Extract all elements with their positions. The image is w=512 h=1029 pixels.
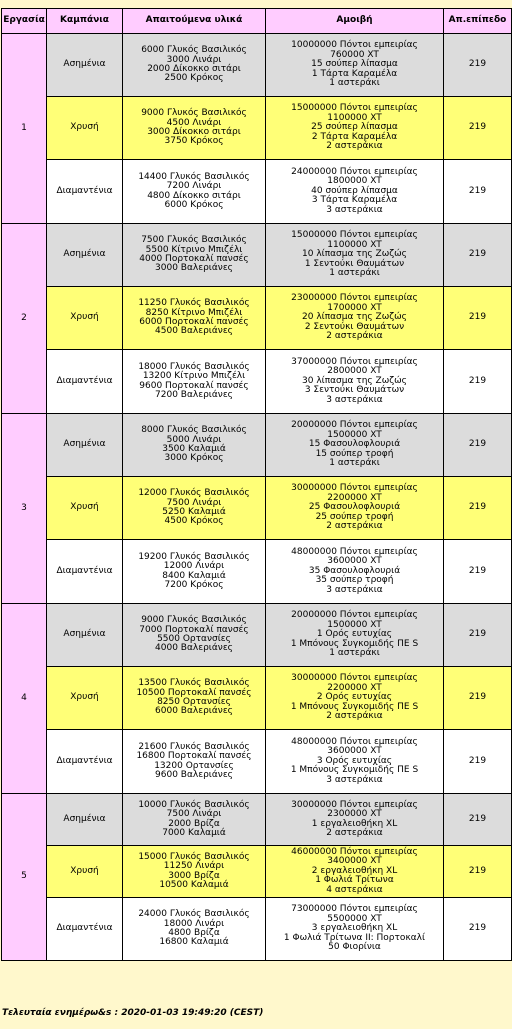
reward-cell xyxy=(266,794,444,846)
reward-line: 2 εργαλειοθήκη XL xyxy=(311,865,398,876)
material-line: 3500 Καλαμιά xyxy=(162,444,226,454)
level-cell: 219 xyxy=(444,604,512,667)
material-line: 18000 Λινάρι xyxy=(163,918,225,929)
reward-line: 3 αστεράκια xyxy=(326,584,383,595)
reward-line: 1100000 XT xyxy=(327,112,382,123)
material-line: 6000 Γλυκός Βασιλικός xyxy=(141,45,247,56)
material-line: 10000 Γλυκός Βασιλικός xyxy=(138,799,250,810)
material-line: 13500 Γλυκός Βασιλικός xyxy=(138,678,250,689)
material-line: 8250 Ορτανσίες xyxy=(157,697,231,707)
material-line: 9600 Πορτοκαλί πανσές xyxy=(139,380,249,391)
campaign-cell: Διαμαντένια xyxy=(47,160,123,224)
materials-cell xyxy=(123,667,266,730)
tasks-table xyxy=(1,8,512,961)
table-row xyxy=(2,350,512,414)
material-line: 6000 Βαλεριάνες xyxy=(155,706,233,717)
header-task: Εργασία xyxy=(2,9,47,34)
level-cell: 219 xyxy=(444,224,512,287)
material-line: 2500 Κρόκος xyxy=(164,73,224,84)
campaign-cell: Διαμαντένια xyxy=(47,350,123,414)
material-line: 7200 Κρόκος xyxy=(164,579,224,590)
task-number-cell: 4 xyxy=(2,604,47,794)
materials-cell xyxy=(123,604,266,667)
reward-line: 1 αστεράκι xyxy=(329,268,380,279)
reward-line: 2 Σεντούκι Θαυμάτων xyxy=(304,321,405,332)
material-line: 4800 Βρίζα xyxy=(168,928,220,938)
level-cell: 219 xyxy=(444,730,512,794)
material-line: 9600 Βαλεριάνες xyxy=(155,769,233,780)
campaign-cell: Χρυσή xyxy=(47,477,123,540)
material-line: 24000 Γλυκός Βασιλικός xyxy=(138,909,250,920)
reward-cell xyxy=(266,160,444,224)
material-line: 7000 Καλαμιά xyxy=(162,827,226,838)
reward-line: 20 λίπασμα της Ζωζώς xyxy=(302,312,407,323)
campaign-cell: Χρυσή xyxy=(47,287,123,350)
reward-line: 37000000 Πόντοι εμπειρίας xyxy=(291,356,418,367)
reward-line: 760000 XT xyxy=(330,49,379,60)
reward-line: 30000000 Πόντοι εμπειρίας xyxy=(291,799,418,810)
material-line: 7200 Λινάρι xyxy=(166,181,222,192)
reward-cell xyxy=(266,667,444,730)
reward-line: 1 αστεράκι xyxy=(329,78,380,89)
reward-line: 35 Φασουλοφλουριά xyxy=(308,565,401,576)
reward-line: 10 λίπασμα της Ζωζώς xyxy=(302,249,407,260)
reward-cell xyxy=(266,414,444,477)
reward-line: 2 αστεράκια xyxy=(326,331,383,342)
reward-line: 1 Ορός ευτυχίας xyxy=(316,629,393,640)
reward-cell xyxy=(266,477,444,540)
table-header-row xyxy=(2,9,512,34)
table-row xyxy=(2,846,512,898)
material-line: 5500 Ορτανσίες xyxy=(157,634,231,644)
reward-line: 1700000 XT xyxy=(327,302,382,313)
material-line: 14400 Γλυκός Βασιλικός xyxy=(138,171,250,182)
level-cell: 219 xyxy=(444,414,512,477)
material-line: 4500 Λινάρι xyxy=(166,117,222,128)
reward-line: 3600000 XT xyxy=(327,556,382,567)
reward-line: 1 Μπόνους Συγκομιδής ΠΕ S xyxy=(290,765,419,776)
material-line: 7500 Λινάρι xyxy=(166,809,222,820)
reward-line: 15 σούπερ λίπασμα xyxy=(311,59,398,70)
material-line: 8000 Γλυκός Βασιλικός xyxy=(141,425,247,436)
header-campaign: Καμπάνια xyxy=(47,9,123,34)
reward-line: 5500000 XT xyxy=(327,913,382,924)
material-line: 15000 Γλυκός Βασιλικός xyxy=(138,851,250,862)
reward-line: 15 Φασουλοφλουριά xyxy=(308,439,401,450)
materials-cell xyxy=(123,540,266,604)
reward-line: 4 αστεράκια xyxy=(326,884,383,895)
level-cell: 219 xyxy=(444,898,512,961)
materials-cell xyxy=(123,224,266,287)
material-line: 10500 Πορτοκαλί πανσές xyxy=(136,687,252,698)
reward-line: 1 αστεράκι xyxy=(329,648,380,659)
material-line: 6000 Κρόκος xyxy=(164,199,224,210)
material-line: 21600 Γλυκός Βασιλικός xyxy=(138,741,250,752)
table-row xyxy=(2,730,512,794)
reward-line: 2 αστεράκια xyxy=(326,521,383,532)
task-number-cell: 1 xyxy=(2,34,47,224)
reward-cell xyxy=(266,34,444,97)
table-row xyxy=(2,34,512,97)
campaign-cell: Ασημένια xyxy=(47,224,123,287)
table-row xyxy=(2,667,512,730)
table-row xyxy=(2,898,512,961)
reward-line: 1100000 XT xyxy=(327,239,382,250)
material-line: 8250 Κίτρινο Μπιζέλι xyxy=(145,307,243,318)
table-row xyxy=(2,540,512,604)
reward-line: 30000000 Πόντοι εμπειρίας xyxy=(291,483,418,494)
materials-cell xyxy=(123,846,266,898)
material-line: 12000 Λινάρι xyxy=(163,561,225,572)
task-number-cell: 2 xyxy=(2,224,47,414)
header-reward: Αμοιβή xyxy=(266,9,444,34)
material-line: 12000 Γλυκός Βασιλικός xyxy=(138,488,250,499)
table-row xyxy=(2,224,512,287)
reward-line: 1 Σεντούκι Θαυμάτων xyxy=(304,258,405,269)
reward-cell xyxy=(266,224,444,287)
materials-cell xyxy=(123,898,266,961)
campaign-cell: Ασημένια xyxy=(47,604,123,667)
reward-line: 3400000 XT xyxy=(327,856,382,867)
reward-line: 46000000 Πόντοι εμπειρίας xyxy=(291,846,418,857)
material-line: 7000 Πορτοκαλί πανσές xyxy=(139,624,249,635)
header-level: Απ.επίπεδο xyxy=(444,9,512,34)
reward-line: 3600000 XT xyxy=(327,746,382,757)
reward-line: 3 Τάρτα Καραμέλα xyxy=(311,195,398,206)
level-cell: 219 xyxy=(444,287,512,350)
material-line: 9000 Γλυκός Βασιλικός xyxy=(141,615,247,626)
reward-line: 2 Τάρτα Καραμέλα xyxy=(311,131,398,142)
reward-cell xyxy=(266,846,444,898)
reward-line: 3 αστεράκια xyxy=(326,774,383,785)
material-line: 11250 Γλυκός Βασιλικός xyxy=(138,298,250,309)
reward-line: 24000000 Πόντοι εμπειρίας xyxy=(291,166,418,177)
table-row xyxy=(2,97,512,160)
material-line: 7200 Βαλεριάνες xyxy=(155,389,233,400)
table-row xyxy=(2,414,512,477)
reward-line: 23000000 Πόντοι εμπειρίας xyxy=(291,293,418,304)
level-cell: 219 xyxy=(444,540,512,604)
materials-cell xyxy=(123,287,266,350)
reward-line: 50 Φιορίνια xyxy=(328,942,381,953)
material-line: 13200 Ορτανσίες xyxy=(154,760,234,771)
reward-line: 10000000 Πόντοι εμπειρίας xyxy=(291,40,418,51)
reward-line: 3 Σεντούκι Θαυμάτων xyxy=(304,385,405,396)
table-row xyxy=(2,160,512,224)
material-line: 7500 Λινάρι xyxy=(166,497,222,508)
reward-line: 1500000 XT xyxy=(327,619,382,630)
material-line: 3000 Βρίζα xyxy=(168,870,220,881)
campaign-cell: Χρυσή xyxy=(47,846,123,898)
reward-line: 1 Μπόνους Συγκομιδής ΠΕ S xyxy=(290,701,419,712)
material-line: 3750 Κρόκος xyxy=(164,136,224,147)
table-body xyxy=(2,34,512,961)
campaign-cell: Ασημένια xyxy=(47,414,123,477)
level-cell: 219 xyxy=(444,350,512,414)
reward-cell xyxy=(266,97,444,160)
materials-cell xyxy=(123,350,266,414)
material-line: 4500 Βαλεριάνες xyxy=(155,326,233,337)
task-number-cell: 3 xyxy=(2,414,47,604)
table-row xyxy=(2,794,512,846)
table-row xyxy=(2,287,512,350)
reward-line: 1 Φωλιά Τρίτωνα xyxy=(315,875,394,886)
material-line: 6000 Πορτοκαλί πανσές xyxy=(139,317,249,327)
reward-line: 3 αστεράκια xyxy=(326,204,383,215)
reward-cell xyxy=(266,604,444,667)
material-line: 3000 Βαλεριάνες xyxy=(155,263,233,274)
reward-line: 30000000 Πόντοι εμπειρίας xyxy=(291,673,418,684)
reward-line: 25 Φασουλοφλουριά xyxy=(308,502,401,513)
reward-line: 48000000 Πόντοι εμπειρίας xyxy=(291,546,418,557)
materials-cell xyxy=(123,730,266,794)
table-row xyxy=(2,477,512,540)
reward-line: 2800000 XT xyxy=(327,366,382,377)
material-line: 10500 Καλαμιά xyxy=(159,879,229,890)
reward-cell xyxy=(266,730,444,794)
campaign-cell: Διαμαντένια xyxy=(47,730,123,794)
reward-line: 2200000 XT xyxy=(327,682,382,693)
reward-line: 40 σούπερ λίπασμα xyxy=(311,185,398,196)
material-line: 2000 Δίκοκκο σιτάρι xyxy=(147,64,241,74)
material-line: 11250 Λινάρι xyxy=(163,861,225,872)
reward-line: 15000000 Πόντοι εμπειρίας xyxy=(291,230,418,241)
materials-cell xyxy=(123,34,266,97)
reward-line: 1800000 XT xyxy=(327,176,382,187)
material-line: 5000 Λινάρι xyxy=(166,434,222,445)
tasks-table-wrapper xyxy=(1,8,511,961)
reward-line: 3 εργαλειοθήκη XL xyxy=(311,923,398,934)
material-line: 13200 Κίτρινο Μπιζέλι xyxy=(142,371,246,382)
level-cell: 219 xyxy=(444,794,512,846)
reward-line: 2200000 XT xyxy=(327,492,382,503)
reward-line: 35 σούπερ τροφή xyxy=(315,575,394,586)
task-number-cell: 5 xyxy=(2,794,47,961)
campaign-cell: Διαμαντένια xyxy=(47,540,123,604)
level-cell: 219 xyxy=(444,97,512,160)
header-materials: Απαιτούμενα υλικά xyxy=(123,9,266,34)
last-updated-footer: Τελευταία ενημέρω&s : 2020-01-03 19:49:20 (CEST) xyxy=(2,1008,264,1018)
materials-cell xyxy=(123,794,266,846)
campaign-cell: Χρυσή xyxy=(47,667,123,730)
reward-line: 3 Ορός ευτυχίας xyxy=(316,755,393,766)
reward-line: 3 αστεράκια xyxy=(326,394,383,405)
material-line: 9000 Γλυκός Βασιλικός xyxy=(141,108,247,119)
reward-line: 2 αστεράκια xyxy=(326,711,383,722)
level-cell: 219 xyxy=(444,477,512,540)
reward-line: 1 Μπόνους Συγκομιδής ΠΕ S xyxy=(290,638,419,649)
materials-cell xyxy=(123,477,266,540)
reward-line: 73000000 Πόντοι εμπειρίας xyxy=(291,904,418,915)
reward-line: 20000000 Πόντοι εμπειρίας xyxy=(291,610,418,621)
material-line: 19200 Γλυκός Βασιλικός xyxy=(138,551,250,562)
reward-cell xyxy=(266,350,444,414)
table-row xyxy=(2,604,512,667)
campaign-cell: Χρυσή xyxy=(47,97,123,160)
material-line: 4000 Πορτοκαλί πανσές xyxy=(139,254,249,264)
reward-line: 1 αστεράκι xyxy=(329,458,380,469)
materials-cell xyxy=(123,160,266,224)
level-cell: 219 xyxy=(444,667,512,730)
reward-line: 25 σούπερ λίπασμα xyxy=(311,122,398,133)
material-line: 3000 Κρόκος xyxy=(164,453,224,464)
reward-line: 15000000 Πόντοι εμπειρίας xyxy=(291,103,418,114)
reward-line: 25 σούπερ τροφή xyxy=(315,511,394,522)
reward-line: 15 σούπερ τροφή xyxy=(315,448,394,459)
campaign-cell: Ασημένια xyxy=(47,34,123,97)
reward-line: 1 εργαλειοθήκη XL xyxy=(311,818,398,829)
material-line: 4500 Κρόκος xyxy=(164,516,224,527)
material-line: 3000 Λινάρι xyxy=(166,54,222,65)
material-line: 18000 Γλυκός Βασιλικός xyxy=(138,361,250,372)
reward-line: 48000000 Πόντοι εμπειρίας xyxy=(291,736,418,747)
material-line: 4000 Βαλεριάνες xyxy=(155,643,233,654)
level-cell: 219 xyxy=(444,160,512,224)
reward-line: 2 αστεράκια xyxy=(326,827,383,838)
material-line: 16800 Καλαμιά xyxy=(159,937,229,948)
material-line: 5500 Κίτρινο Μπιζέλι xyxy=(145,244,243,255)
reward-cell xyxy=(266,540,444,604)
reward-line: 2 Ορός ευτυχίας xyxy=(316,692,393,703)
materials-cell xyxy=(123,97,266,160)
material-line: 4800 Δίκοκκο σιτάρι xyxy=(147,190,241,201)
level-cell: 219 xyxy=(444,846,512,898)
material-line: 2000 Βρίζα xyxy=(168,818,220,829)
campaign-cell: Διαμαντένια xyxy=(47,898,123,961)
material-line: 5250 Καλαμιά xyxy=(162,507,226,517)
material-line: 16800 Πορτοκαλί πανσές xyxy=(136,751,252,762)
materials-cell xyxy=(123,414,266,477)
reward-cell xyxy=(266,898,444,961)
reward-cell xyxy=(266,287,444,350)
reward-line: 1 Τάρτα Καραμέλα xyxy=(311,68,398,79)
campaign-cell: Ασημένια xyxy=(47,794,123,846)
reward-line: 2 αστεράκια xyxy=(326,141,383,152)
reward-line: 20000000 Πόντοι εμπειρίας xyxy=(291,420,418,431)
level-cell: 219 xyxy=(444,34,512,97)
reward-line: 1 Φωλιά Τρίτωνα ΙΙ: Πορτοκαλί xyxy=(283,932,426,943)
reward-line: 2300000 XT xyxy=(327,809,382,820)
material-line: 8400 Καλαμιά xyxy=(162,570,226,581)
reward-line: 1500000 XT xyxy=(327,429,382,440)
reward-line: 30 λίπασμα της Ζωζώς xyxy=(302,375,407,386)
material-line: 7500 Γλυκός Βασιλικός xyxy=(141,235,247,246)
material-line: 3000 Δίκοκκο σιτάρι xyxy=(147,127,241,137)
